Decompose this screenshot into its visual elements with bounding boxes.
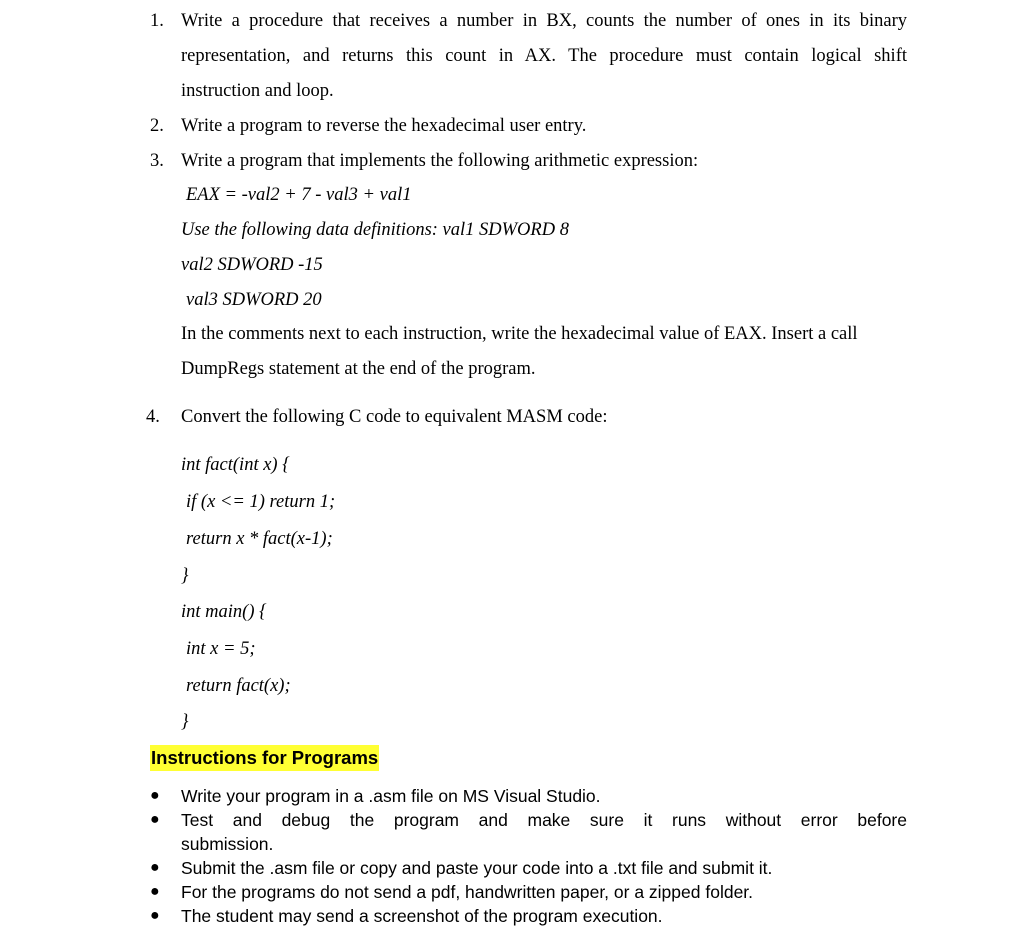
code-line-1: int fact(int x) { [181,455,290,475]
bullet-icon: ● [150,907,160,924]
question-3-comment-line-2: DumpRegs statement at the end of the program. [181,359,536,379]
question-3-data-def-2: val2 SDWORD -15 [181,255,323,275]
instruction-item-1: Write your program in a .asm file on MS Visual Studio. [181,786,601,806]
code-line-7: return fact(x); [186,676,291,696]
code-line-3: return x * fact(x-1); [186,529,333,549]
instruction-item-2-line-1: Test and debug the program and make sure it runs without error before [181,810,907,830]
question-3-expression: EAX = -val2 + 7 - val3 + val1 [186,185,412,205]
instruction-item-4: For the programs do not send a pdf, handwritten paper, or a zipped folder. [181,882,754,902]
code-line-8: } [181,712,189,732]
question-1-line-2: representation, and returns this count in AX. The procedure must contain logical shift [181,46,907,66]
bullet-icon: ● [150,859,160,876]
question-1-line-3: instruction and loop. [181,81,334,101]
question-3-line-1: Write a program that implements the following arithmetic expression: [181,151,699,171]
code-line-4: } [181,566,189,586]
bullet-icon: ● [150,787,160,804]
question-1-line-1: Write a procedure that receives a number in BX, counts the number of ones in its binary [181,11,907,31]
question-3-data-def-1: Use the following data definitions: val1 SDWORD 8 [181,220,569,240]
instruction-item-2-line-2: submission. [181,834,274,854]
instruction-item-3: Submit the .asm file or copy and paste your code into a .txt file and submit it. [181,858,773,878]
instruction-item-5: The student may send a screenshot of the program execution. [181,906,663,926]
code-line-5: int main() { [181,602,267,622]
code-line-2: if (x <= 1) return 1; [186,492,336,512]
question-3-comment-line-1: In the comments next to each instruction, write the hexadecimal value of EAX. Insert a call [181,324,858,344]
question-3-number: 3. [150,151,164,171]
question-4-line-1: Convert the following C code to equivalent MASM code: [181,407,608,427]
instructions-heading: Instructions for Programs [150,745,379,771]
question-3-data-def-3: val3 SDWORD 20 [186,290,322,310]
bullet-icon: ● [150,811,160,828]
question-2-number: 2. [150,116,164,136]
bullet-icon: ● [150,883,160,900]
question-4-number: 4. [146,407,160,427]
question-2-line-1: Write a program to reverse the hexadecimal user entry. [181,116,587,136]
question-1-number: 1. [150,11,164,31]
code-line-6: int x = 5; [186,639,256,659]
